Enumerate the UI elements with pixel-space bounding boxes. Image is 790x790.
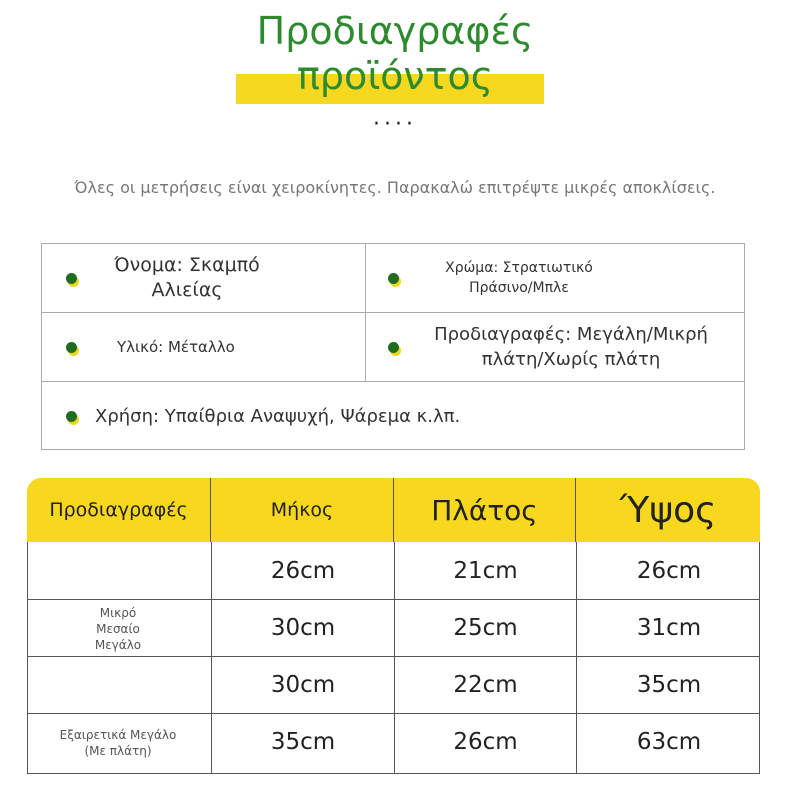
spec-table-body: [27, 542, 760, 774]
header-height: Ύψος: [619, 489, 717, 531]
page-title-line-2: προϊόντος: [296, 54, 493, 98]
info-specs: Προδιαγραφές: Μεγάλη/Μικρή πλάτη/Χωρίς πλάτη: [434, 324, 708, 370]
info-cell-material: [66, 313, 365, 381]
row-2-width: 25cm: [453, 614, 518, 641]
row-1-width: 21cm: [453, 557, 518, 584]
header-length: Μήκος: [270, 499, 334, 521]
info-color: Χρώμα: Στρατιωτικό Πράσινο/Μπλε: [445, 260, 593, 296]
size-small: Μικρό: [99, 606, 137, 620]
row-2-length: 30cm: [270, 614, 336, 641]
title-block: [0, 0, 790, 110]
row-4-height: 63cm: [636, 728, 702, 755]
size-label-small-medium-large: [68, 602, 168, 656]
info-cell-specs: [388, 313, 746, 381]
decorative-dots: ····: [373, 112, 417, 137]
info-cell-name: [66, 244, 365, 312]
bullet-icon: [388, 273, 399, 284]
info-name: Όνομα: Σκαμπό Αλιείας: [114, 254, 260, 301]
row-3-length: 30cm: [270, 671, 336, 698]
measurement-note: Όλες οι μετρήσεις είναι χειροκίνητες. Παρακαλώ επιτρέψτε μικρές αποκλίσεις.: [74, 178, 716, 197]
row-1-height: 26cm: [636, 557, 702, 584]
page-title-line-1: Προδιαγραφές: [256, 9, 534, 53]
bullet-icon: [66, 273, 77, 284]
bullet-icon: [66, 342, 77, 353]
info-cell-usage: [66, 382, 746, 450]
size-extra-large: Εξαιρετικά Μεγάλο (Με πλάτη): [59, 728, 177, 758]
row-2-height: 31cm: [636, 614, 702, 641]
size-large: Μεγάλο: [94, 638, 142, 652]
bullet-icon: [388, 342, 399, 353]
header-specs: Προδιαγραφές: [49, 499, 188, 521]
row-1-length: 26cm: [270, 557, 336, 584]
spec-table-header: [27, 478, 760, 542]
bullet-icon: [66, 411, 77, 422]
header-width: Πλάτος: [431, 493, 538, 527]
row-4-length: 35cm: [270, 728, 336, 755]
row-3-height: 35cm: [636, 671, 702, 698]
product-info-table: [41, 243, 745, 450]
row-4-width: 26cm: [453, 728, 518, 755]
info-material: Υλικό: Μέταλλο: [117, 338, 235, 356]
size-medium: Μεσαίο: [96, 622, 140, 636]
info-cell-color: [388, 244, 746, 312]
row-3-width: 22cm: [453, 671, 518, 698]
info-usage: Χρήση: Υπαίθρια Αναψυχή, Ψάρεμα κ.λπ.: [95, 405, 461, 427]
